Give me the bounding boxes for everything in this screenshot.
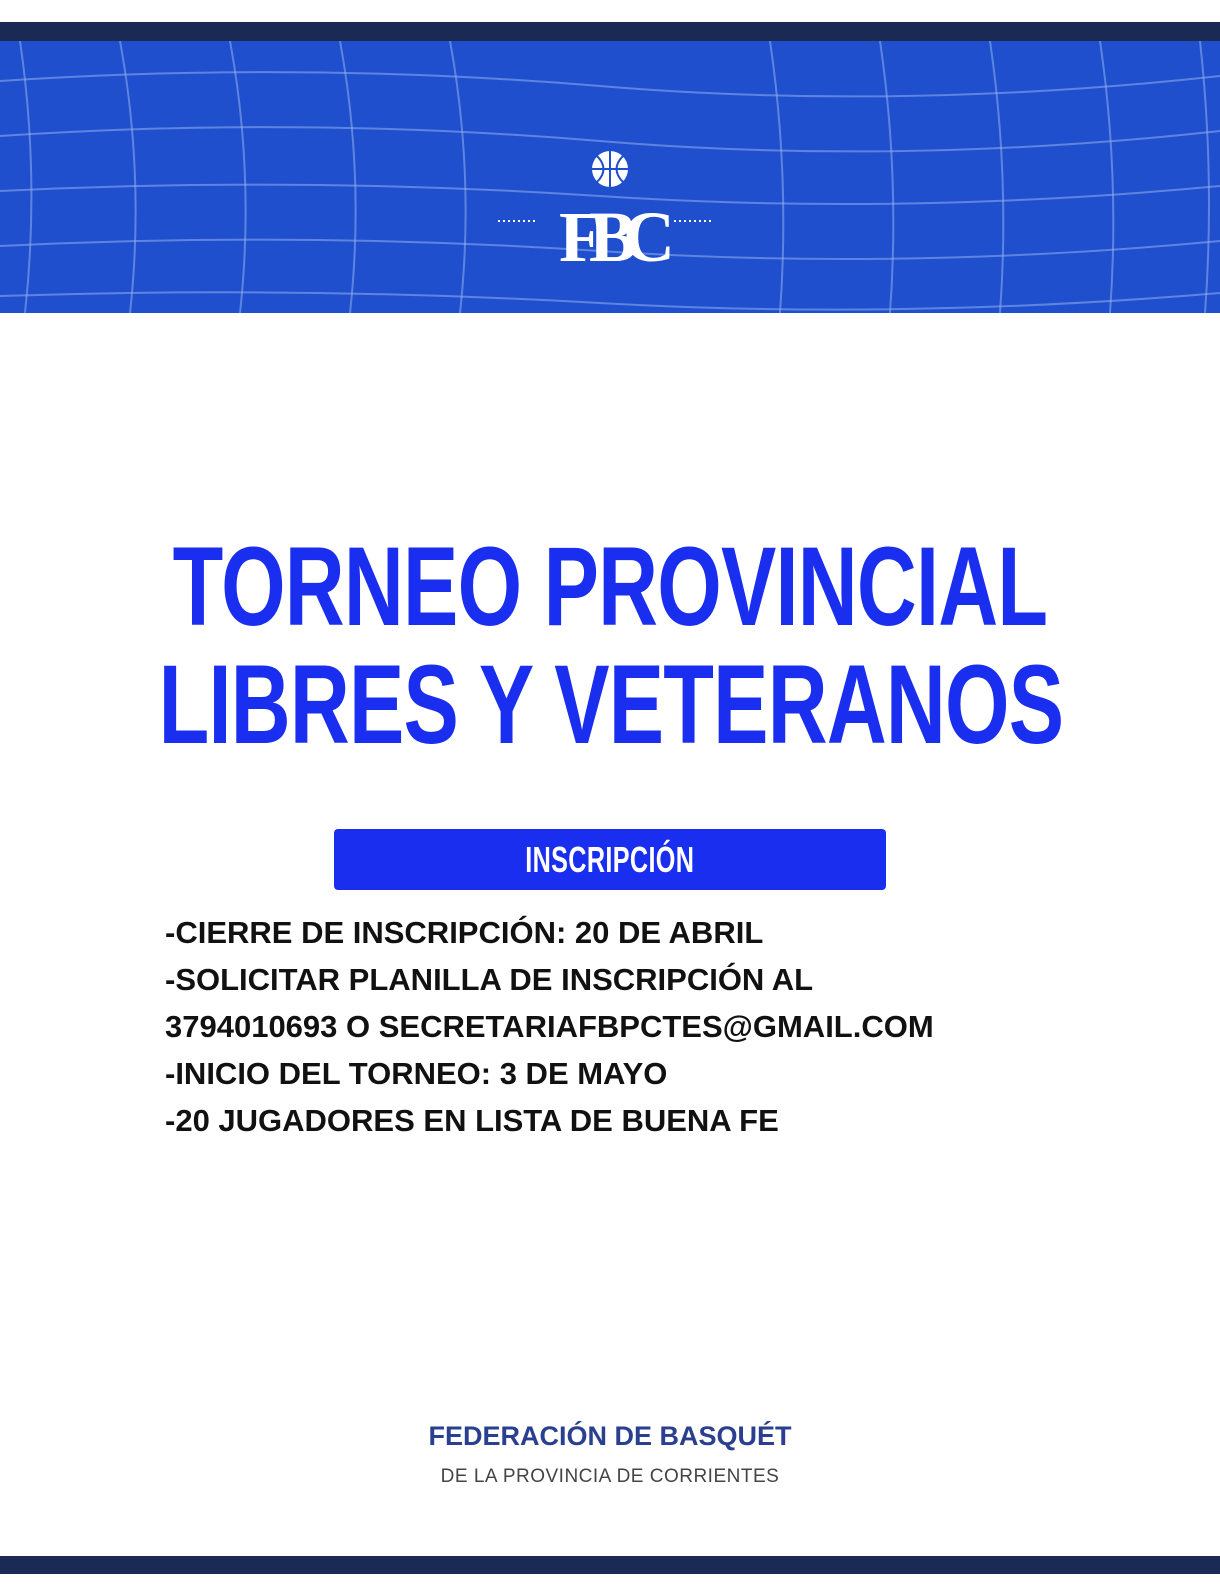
basketball-icon (592, 151, 628, 187)
detail-line: -CIERRE DE INSCRIPCIÓN: 20 DE ABRIL (165, 915, 764, 950)
fbc-logo (488, 141, 732, 301)
title-line-1: TORNEO PROVINCIAL (172, 524, 1048, 649)
details-list (165, 909, 1165, 1144)
fbc-monogram: FBC (559, 197, 661, 277)
federation-name: FEDERACIÓN DE BASQUÉT (428, 1421, 792, 1451)
bottom-border (0, 1556, 1220, 1574)
detail-line: -20 JUGADORES EN LISTA DE BUENA FE (165, 1103, 779, 1138)
inscription-label: INSCRIPCIÓN (525, 838, 695, 880)
inscription-banner (334, 829, 886, 890)
header-banner (0, 41, 1220, 313)
federation-subtitle: DE LA PROVINCIA DE CORRIENTES (440, 1466, 780, 1487)
top-border (0, 22, 1220, 41)
page-title (0, 524, 1220, 767)
top-strip (0, 0, 1220, 22)
detail-line: -INICIO DEL TORNEO: 3 DE MAYO (165, 1056, 668, 1091)
title-line-2: LIBRES Y VETERANOS (158, 642, 1064, 767)
detail-line: -SOLICITAR PLANILLA DE INSCRIPCIÓN AL (165, 962, 814, 997)
detail-line: 3794010693 O SECRETARIAFBPCTES@GMAIL.COM (165, 1009, 934, 1044)
